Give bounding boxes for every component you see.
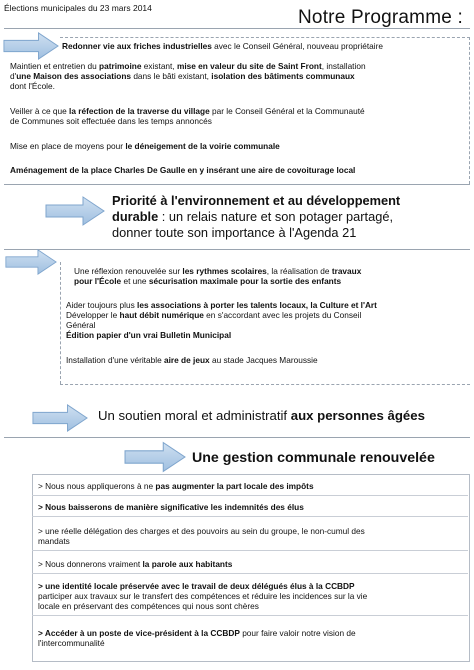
gestion-item-impots — [38, 481, 314, 491]
section1-item-covoiturage — [10, 165, 355, 175]
traverse-bold: la réfection de la traverse du village — [69, 106, 210, 116]
row-divider — [32, 573, 468, 574]
text: dont l'École. — [10, 81, 55, 91]
text: Maintien et entretien du — [10, 61, 100, 71]
section1-item-patrimoine-line3 — [10, 81, 55, 91]
section1-item-friches — [62, 41, 383, 51]
parole-bold: la parole aux habitants — [142, 559, 233, 569]
section4-bottom-divider — [4, 437, 470, 438]
row-divider — [32, 516, 468, 517]
text: locale en préservant des compétences qui nous sont chères — [38, 601, 259, 611]
gestion-item-vice-president-line1 — [38, 628, 356, 638]
gestion-item-delegation-line1 — [38, 526, 365, 536]
bulletin-bold: Édition papier d'un vrai Bulletin Municipal — [66, 330, 232, 340]
section2-bottom-divider — [4, 249, 470, 250]
saint-front-bold: mise en valeur du site de Saint Front — [176, 61, 322, 71]
aire-de-jeux-bold: aire de jeux — [163, 355, 210, 365]
text: > Nous donnerons vraiment — [38, 559, 143, 569]
section3-item-haut-debit — [66, 310, 361, 320]
top-divider — [4, 28, 470, 29]
gestion-item-indemnites — [38, 502, 304, 512]
section4-personnes-agees — [98, 408, 425, 424]
gestion-item-vice-president-line2 — [38, 638, 105, 648]
section2-line2 — [112, 209, 393, 224]
blue-right-arrow-icon — [124, 441, 186, 473]
election-date-header: Élections municipales du 23 mars 2014 — [4, 3, 152, 13]
section3-item-associations — [66, 300, 377, 310]
blue-right-arrow-icon — [30, 404, 90, 432]
section3-item-rythmes-line1 — [74, 266, 361, 276]
text: Général — [66, 320, 96, 330]
text: et une — [121, 276, 149, 286]
patrimoine-bold: patrimoine — [99, 61, 142, 71]
page-title: Notre Programme : — [298, 7, 463, 28]
personnes-agees-bold: aux personnes âgées — [290, 408, 425, 423]
ecole-bold: pour l'École — [74, 276, 122, 286]
section2-line3 — [112, 225, 356, 240]
text: par le Conseil Général et la Communauté — [209, 106, 365, 116]
section1-item-patrimoine-line1 — [10, 61, 366, 71]
indemnites-bold: > Nous baisserons de manière significative les indemnités des élus — [38, 502, 304, 512]
section3-item-general — [66, 320, 96, 330]
text: dans le bâti existant, — [131, 71, 212, 81]
row-divider — [32, 495, 468, 496]
section1-top-dash — [60, 37, 470, 38]
row-divider — [32, 615, 468, 616]
text: Installation d'une véritable — [66, 355, 164, 365]
section5-title: Une gestion communale renouvelée — [192, 450, 435, 466]
covoiturage-bold: Aménagement de la place Charles De Gaulle en y insérant une aire de covoiturage local — [10, 165, 356, 175]
maison-associations-bold: une Maison des associations — [16, 71, 132, 81]
section3-item-bulletin — [66, 330, 231, 340]
environment-bold: Priorité à l'environnement et au développement — [112, 193, 401, 208]
text: pour faire valoir notre vision de — [239, 628, 356, 638]
text: , installation — [321, 61, 366, 71]
durable-bold: durable — [112, 209, 159, 224]
gestion-item-parole — [38, 559, 232, 569]
text: Aider toujours plus — [66, 300, 138, 310]
deneigement-bold: le déneigement de la voirie communale — [125, 141, 280, 151]
text: d' — [10, 71, 17, 81]
text: : un relais nature et son potager partagé, — [158, 209, 393, 224]
text: > Nous nous appliquerons à ne — [38, 481, 156, 491]
text: existant, — [141, 61, 177, 71]
text: Veiller à ce que — [10, 106, 70, 116]
section3-item-aire-de-jeux — [66, 355, 318, 365]
impots-bold: pas augmenter la part locale des impôts — [155, 481, 314, 491]
isolation-bold: isolation des bâtiments communaux — [211, 71, 355, 81]
gestion-item-identite-line1 — [38, 581, 355, 591]
text: Une réflexion renouvelée sur — [74, 266, 183, 276]
text: Développer le — [66, 310, 120, 320]
friches-text: avec le Conseil Général, nouveau propriétaire — [211, 41, 383, 51]
vice-president-bold: > Accéder à un poste de vice-président à la CCBDP — [38, 628, 240, 638]
blue-right-arrow-icon — [2, 249, 60, 275]
text: Mise en place de moyens pour — [10, 141, 126, 151]
text: mandats — [38, 536, 70, 546]
agenda-text: donner toute son importance à l'Agenda 21 — [112, 225, 357, 240]
friches-bold: Redonner vie aux friches industrielles — [62, 41, 212, 51]
section1-item-patrimoine-line2 — [10, 71, 355, 81]
row-divider — [32, 550, 468, 551]
securisation-bold: sécurisation maximale pour la sortie des enfants — [148, 276, 342, 286]
text: l'intercommunalité — [38, 638, 105, 648]
haut-debit-bold: haut débit numérique — [119, 310, 204, 320]
text: , la réalisation de — [266, 266, 332, 276]
section3-left-dash — [60, 262, 61, 384]
section1-bottom-divider — [4, 184, 470, 185]
gestion-item-identite-line3 — [38, 601, 259, 611]
blue-right-arrow-icon — [2, 32, 60, 60]
section3-bottom-dash — [60, 384, 470, 385]
identite-bold: > une identité locale préservée avec le travail de deux délégués élus à la CCBDP — [38, 581, 355, 591]
section3-item-rythmes-line2 — [74, 276, 341, 286]
section1-item-traverse-line2 — [10, 116, 212, 126]
section2-line1 — [112, 193, 400, 208]
text: de Communes soit effectuée dans les temps annoncés — [10, 116, 212, 126]
gestion-item-delegation-line2 — [38, 536, 70, 546]
associations-bold: les associations à porter les talents locaux, la Culture et l'Art — [137, 300, 377, 310]
text: > une réelle délégation des charges et des pouvoirs au sein du groupe, le non-cumul des — [38, 526, 365, 536]
text: au stade Jacques Maroussie — [209, 355, 318, 365]
blue-right-arrow-icon — [44, 196, 106, 226]
travaux-bold: travaux — [331, 266, 362, 276]
section1-item-deneigement — [10, 141, 280, 151]
gestion-item-identite-line2 — [38, 591, 367, 601]
text: en s'accordant avec les projets du Conseil — [203, 310, 362, 320]
section1-right-dash — [469, 37, 470, 184]
section1-item-traverse-line1 — [10, 106, 365, 116]
text: participer aux travaux sur le transfert des compétences et réduire les incidences sur la vie — [38, 591, 368, 601]
rythmes-bold: les rythmes scolaires — [182, 266, 267, 276]
text: Un soutien moral et administratif — [98, 408, 291, 423]
